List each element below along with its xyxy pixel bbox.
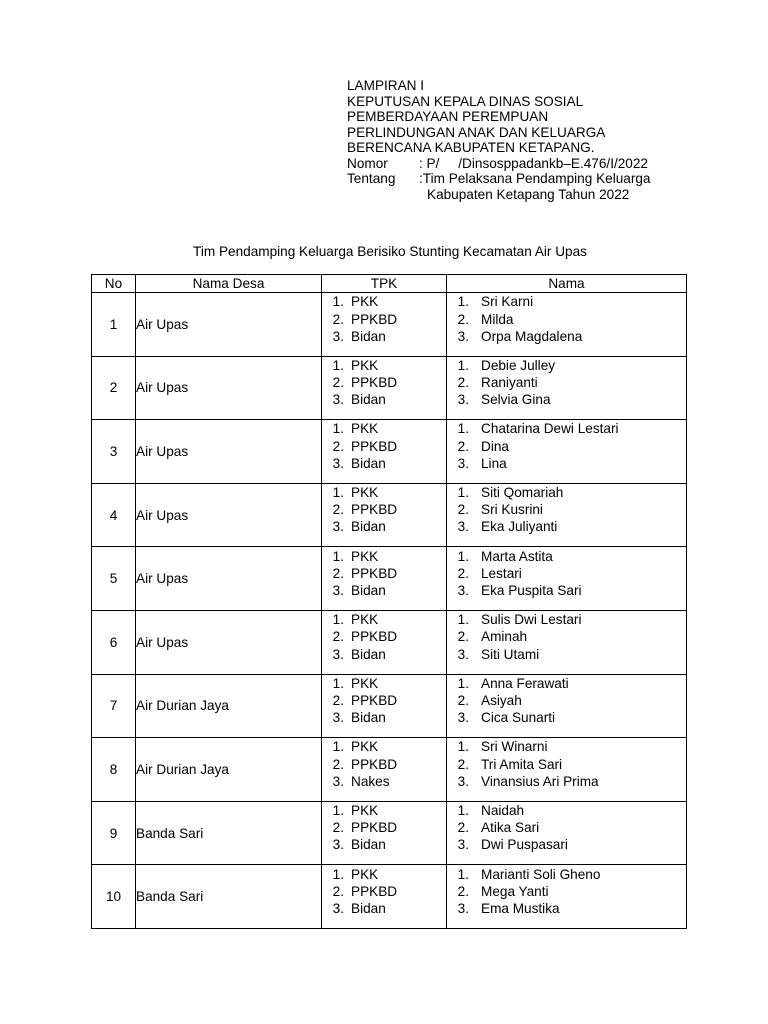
member-name-text: Orpa Magdalena	[481, 328, 583, 344]
list-number: 2.	[457, 756, 469, 772]
member-name	[447, 501, 686, 518]
row-number: 1	[92, 293, 136, 357]
member-name-text: Siti Utami	[481, 646, 540, 662]
tpk-item-text: PPKBD	[351, 502, 398, 518]
member-name-text: Asiyah	[481, 693, 522, 709]
member-name-text: Ema Mustika	[481, 901, 560, 917]
table-row	[92, 483, 687, 547]
list-number: 2.	[332, 629, 344, 645]
list-number: 3.	[457, 328, 469, 344]
village-name: Air Upas	[136, 420, 322, 484]
list-number: 2.	[457, 438, 469, 454]
list-number: 2.	[332, 375, 344, 391]
tpk-item	[322, 548, 446, 565]
list-number: 1.	[332, 548, 344, 564]
tpk-item	[322, 646, 446, 663]
list-number: 3.	[332, 328, 344, 344]
tpk-item	[322, 773, 446, 790]
list-number: 3.	[457, 773, 469, 789]
row-number: 9	[92, 801, 136, 865]
list-number: 3.	[332, 455, 344, 471]
tpk-item	[322, 455, 446, 472]
tpk-item	[322, 374, 446, 391]
list-number: 2.	[457, 820, 469, 836]
member-name-text: Sulis Dwi Lestari	[481, 612, 582, 628]
list-number: 3.	[332, 646, 344, 662]
table-row	[92, 865, 687, 929]
tpk-item-text: Bidan	[351, 392, 386, 408]
table-row	[92, 674, 687, 738]
tpk-item-text: PKK	[351, 866, 379, 882]
tpk-item-text: Bidan	[351, 837, 386, 853]
list-number: 1.	[332, 675, 344, 691]
member-name	[447, 692, 686, 709]
list-number: 2.	[332, 693, 344, 709]
nama-cell-list	[447, 802, 686, 864]
col-header-tpk: TPK	[322, 275, 447, 293]
member-name-text: Cica Sunarti	[481, 710, 556, 726]
village-name: Banda Sari	[136, 801, 322, 865]
member-name-text: Selvia Gina	[481, 392, 551, 408]
member-name	[447, 756, 686, 773]
nama-cell	[447, 738, 687, 802]
tpk-item	[322, 328, 446, 345]
list-number: 1.	[332, 866, 344, 882]
village-name: Air Upas	[136, 610, 322, 674]
member-name	[447, 565, 686, 582]
nama-cell-list	[447, 420, 686, 482]
member-name-text: Siti Qomariah	[481, 485, 564, 501]
nomor-value: : P/ /Dinsosppadankb–E.476/I/2022	[419, 155, 648, 171]
tpk-cell-list	[322, 675, 446, 737]
member-name-text: Dina	[481, 438, 509, 454]
tpk-item-text: PKK	[351, 294, 379, 310]
nama-cell-list	[447, 675, 686, 737]
member-name	[447, 628, 686, 645]
list-number: 1.	[332, 612, 344, 628]
tpk-item-text: PKK	[351, 675, 379, 691]
list-number: 3.	[457, 583, 469, 599]
tpk-item	[322, 738, 446, 755]
list-number: 2.	[457, 502, 469, 518]
member-name-text: Sri Kusrini	[481, 502, 543, 518]
member-name	[447, 311, 686, 328]
tpk-item-text: Bidan	[351, 455, 386, 471]
tpk-item	[322, 756, 446, 773]
member-name	[447, 357, 686, 374]
tpk-item-text: PPKBD	[351, 883, 398, 899]
list-number: 3.	[332, 519, 344, 535]
row-number: 2	[92, 356, 136, 420]
member-name	[447, 611, 686, 628]
table-title: Tim Pendamping Keluarga Berisiko Stunting Kecamatan Air Upas	[193, 244, 587, 259]
tpk-item	[322, 582, 446, 599]
tpk-cell-list	[322, 357, 446, 419]
tpk-cell-list	[322, 420, 446, 482]
list-number: 3.	[457, 901, 469, 917]
village-name: Banda Sari	[136, 865, 322, 929]
tpk-cell-list	[322, 866, 446, 928]
tpk-item-text: PKK	[351, 739, 379, 755]
row-number: 10	[92, 865, 136, 929]
tpk-cell-list	[322, 484, 446, 546]
member-name-text: Sri Karni	[481, 294, 534, 310]
tentang-value-continued: Kabupaten Ketapang Tahun 2022	[427, 186, 630, 202]
tpk-item	[322, 802, 446, 819]
list-number: 3.	[332, 837, 344, 853]
list-number: 2.	[332, 311, 344, 327]
list-number: 2.	[457, 565, 469, 581]
list-number: 3.	[457, 710, 469, 726]
member-name-text: Anna Ferawati	[481, 675, 569, 691]
appendix-header	[347, 78, 650, 202]
member-name	[447, 438, 686, 455]
tpk-item-text: PPKBD	[351, 629, 398, 645]
tpk-item	[322, 883, 446, 900]
tpk-cell	[322, 420, 447, 484]
tpk-item	[322, 692, 446, 709]
header-line: LAMPIRAN I	[347, 78, 425, 93]
member-name	[447, 420, 686, 437]
list-number: 3.	[332, 773, 344, 789]
nama-cell	[447, 483, 687, 547]
nama-cell	[447, 674, 687, 738]
tentang-row	[347, 171, 650, 187]
village-name: Air Upas	[136, 356, 322, 420]
member-name	[447, 582, 686, 599]
tpk-cell	[322, 293, 447, 357]
table-row	[92, 356, 687, 420]
village-name: Air Durian Jaya	[136, 738, 322, 802]
tpk-cell	[322, 483, 447, 547]
tpk-cell	[322, 610, 447, 674]
nomor-row	[347, 156, 650, 172]
member-name	[447, 374, 686, 391]
tpk-item	[322, 565, 446, 582]
tpk-item	[322, 675, 446, 692]
list-number: 3.	[332, 710, 344, 726]
tpk-item	[322, 484, 446, 501]
list-number: 1.	[332, 357, 344, 373]
row-number: 4	[92, 483, 136, 547]
nama-cell	[447, 865, 687, 929]
tpk-cell	[322, 738, 447, 802]
member-name-text: Lina	[481, 455, 507, 471]
header-line: PERLINDUNGAN ANAK DAN KELUARGA	[347, 124, 606, 140]
member-name-text: Atika Sari	[481, 820, 540, 836]
table-header-row	[92, 275, 687, 293]
list-number: 3.	[332, 583, 344, 599]
row-number: 8	[92, 738, 136, 802]
tpk-item-text: Bidan	[351, 901, 386, 917]
row-number: 5	[92, 547, 136, 611]
tpk-item	[322, 438, 446, 455]
list-number: 2.	[332, 565, 344, 581]
nama-cell	[447, 293, 687, 357]
list-number: 1.	[332, 294, 344, 310]
member-name-text: Debie Julley	[481, 357, 556, 373]
village-name: Air Upas	[136, 293, 322, 357]
member-name-text: Lestari	[481, 565, 522, 581]
member-name	[447, 836, 686, 853]
member-name-text: Dwi Puspasari	[481, 837, 568, 853]
list-number: 1.	[457, 421, 469, 437]
header-line: BERENCANA KABUPATEN KETAPANG.	[347, 140, 595, 155]
member-name	[447, 455, 686, 472]
member-name	[447, 900, 686, 917]
tpk-item-text: Nakes	[351, 773, 390, 789]
tentang-value: :Tim Pelaksana Pendamping Keluarga	[419, 171, 651, 186]
tpk-item	[322, 357, 446, 374]
tpk-item	[322, 900, 446, 917]
member-name	[447, 391, 686, 408]
list-number: 1.	[457, 294, 469, 310]
member-name-text: Eka Puspita Sari	[481, 583, 582, 599]
list-number: 3.	[457, 646, 469, 662]
list-number: 3.	[457, 519, 469, 535]
row-number: 6	[92, 610, 136, 674]
tpk-item-text: Bidan	[351, 710, 386, 726]
list-number: 2.	[457, 629, 469, 645]
member-name	[447, 738, 686, 755]
nomor-label: Nomor	[347, 155, 388, 171]
list-number: 1.	[332, 803, 344, 819]
tpk-item	[322, 391, 446, 408]
list-number: 3.	[457, 455, 469, 471]
tpk-cell	[322, 801, 447, 865]
list-number: 3.	[457, 392, 469, 408]
village-name: Air Upas	[136, 483, 322, 547]
tpk-item	[322, 866, 446, 883]
nama-cell-list	[447, 548, 686, 610]
tpk-cell-list	[322, 548, 446, 610]
tpk-cell	[322, 674, 447, 738]
village-name: Air Durian Jaya	[136, 674, 322, 738]
tpk-item	[322, 628, 446, 645]
table-row	[92, 801, 687, 865]
tpk-item-text: PPKBD	[351, 565, 398, 581]
member-name-text: Milda	[481, 311, 514, 327]
nama-cell	[447, 420, 687, 484]
list-number: 2.	[332, 883, 344, 899]
tpk-cell-list	[322, 611, 446, 673]
table-row	[92, 610, 687, 674]
table-body	[92, 293, 687, 929]
tpk-item-text: Bidan	[351, 583, 386, 599]
nama-cell-list	[447, 357, 686, 419]
tpk-cell	[322, 547, 447, 611]
list-number: 1.	[457, 675, 469, 691]
tpk-cell-list	[322, 802, 446, 864]
member-name-text: Marianti Soli Gheno	[481, 866, 601, 882]
tpk-item	[322, 709, 446, 726]
member-name	[447, 646, 686, 663]
tpk-item-text: PKK	[351, 548, 379, 564]
member-name	[447, 328, 686, 345]
tpk-item	[322, 501, 446, 518]
member-name	[447, 866, 686, 883]
member-name	[447, 675, 686, 692]
list-number: 1.	[457, 485, 469, 501]
tpk-item-text: PPKBD	[351, 375, 398, 391]
member-name	[447, 293, 686, 310]
member-name-text: Marta Astita	[481, 548, 553, 564]
table-row	[92, 547, 687, 611]
tpk-item	[322, 420, 446, 437]
member-name-text: Tri Amita Sari	[481, 756, 563, 772]
list-number: 1.	[457, 612, 469, 628]
tpk-item	[322, 611, 446, 628]
list-number: 2.	[332, 820, 344, 836]
list-number: 3.	[457, 837, 469, 853]
list-number: 1.	[457, 548, 469, 564]
list-number: 1.	[457, 866, 469, 882]
tpk-item-text: PKK	[351, 803, 379, 819]
col-header-no: No	[92, 275, 136, 293]
village-name: Air Upas	[136, 547, 322, 611]
nama-cell	[447, 356, 687, 420]
tpk-item-text: Bidan	[351, 646, 386, 662]
tpk-item	[322, 293, 446, 310]
list-number: 2.	[332, 502, 344, 518]
tpk-item-text: PPKBD	[351, 820, 398, 836]
member-name-text: Naidah	[481, 803, 525, 819]
tpk-item-text: PKK	[351, 485, 379, 501]
list-number: 2.	[332, 438, 344, 454]
tpk-cell-list	[322, 293, 446, 355]
member-name	[447, 518, 686, 535]
table-row	[92, 420, 687, 484]
tpk-item-text: PKK	[351, 357, 379, 373]
tpk-item-text: PPKBD	[351, 311, 398, 327]
member-name	[447, 484, 686, 501]
list-number: 2.	[457, 883, 469, 899]
nama-cell-list	[447, 293, 686, 355]
member-name	[447, 802, 686, 819]
tpk-item	[322, 819, 446, 836]
table-row	[92, 293, 687, 357]
member-name-text: Chatarina Dewi Lestari	[481, 421, 619, 437]
member-name	[447, 709, 686, 726]
list-number: 1.	[332, 485, 344, 501]
col-header-desa: Nama Desa	[136, 275, 322, 293]
nama-cell	[447, 547, 687, 611]
list-number: 3.	[332, 392, 344, 408]
tpk-item-text: PPKBD	[351, 438, 398, 454]
table-row	[92, 738, 687, 802]
header-line: PEMBERDAYAAN PEREMPUAN	[347, 109, 549, 124]
member-name	[447, 548, 686, 565]
list-number: 1.	[332, 421, 344, 437]
tpk-item-text: Bidan	[351, 519, 386, 535]
tentang-label: Tentang	[347, 171, 396, 186]
list-number: 2.	[332, 756, 344, 772]
list-number: 1.	[457, 803, 469, 819]
list-number: 2.	[457, 311, 469, 327]
tpk-item	[322, 836, 446, 853]
nama-cell-list	[447, 738, 686, 800]
tpk-item-text: PKK	[351, 421, 379, 437]
member-name	[447, 883, 686, 900]
tpk-item-text: Bidan	[351, 328, 386, 344]
tpk-cell	[322, 865, 447, 929]
member-name-text: Mega Yanti	[481, 883, 549, 899]
tpk-item-text: PKK	[351, 612, 379, 628]
tpk-item	[322, 311, 446, 328]
member-name-text: Sri Winarni	[481, 739, 548, 755]
col-header-nama: Nama	[447, 275, 687, 293]
tpk-cell-list	[322, 738, 446, 800]
nama-cell	[447, 610, 687, 674]
member-name-text: Aminah	[481, 629, 528, 645]
member-name	[447, 773, 686, 790]
tpk-item-text: PPKBD	[351, 756, 398, 772]
member-name	[447, 819, 686, 836]
member-name-text: Vinansius Ari Prima	[481, 773, 599, 789]
tpk-item	[322, 518, 446, 535]
tpk-item-text: PPKBD	[351, 693, 398, 709]
list-number: 1.	[457, 357, 469, 373]
nama-cell-list	[447, 484, 686, 546]
header-line: KEPUTUSAN KEPALA DINAS SOSIAL	[347, 93, 584, 109]
list-number: 2.	[457, 375, 469, 391]
row-number: 3	[92, 420, 136, 484]
list-number: 1.	[457, 739, 469, 755]
list-number: 2.	[457, 693, 469, 709]
tpk-cell	[322, 356, 447, 420]
team-table	[91, 274, 687, 929]
nama-cell	[447, 801, 687, 865]
list-number: 1.	[332, 739, 344, 755]
list-number: 3.	[332, 901, 344, 917]
row-number: 7	[92, 674, 136, 738]
nama-cell-list	[447, 611, 686, 673]
member-name-text: Eka Juliyanti	[481, 519, 558, 535]
member-name-text: Raniyanti	[481, 375, 538, 391]
nama-cell-list	[447, 866, 686, 928]
